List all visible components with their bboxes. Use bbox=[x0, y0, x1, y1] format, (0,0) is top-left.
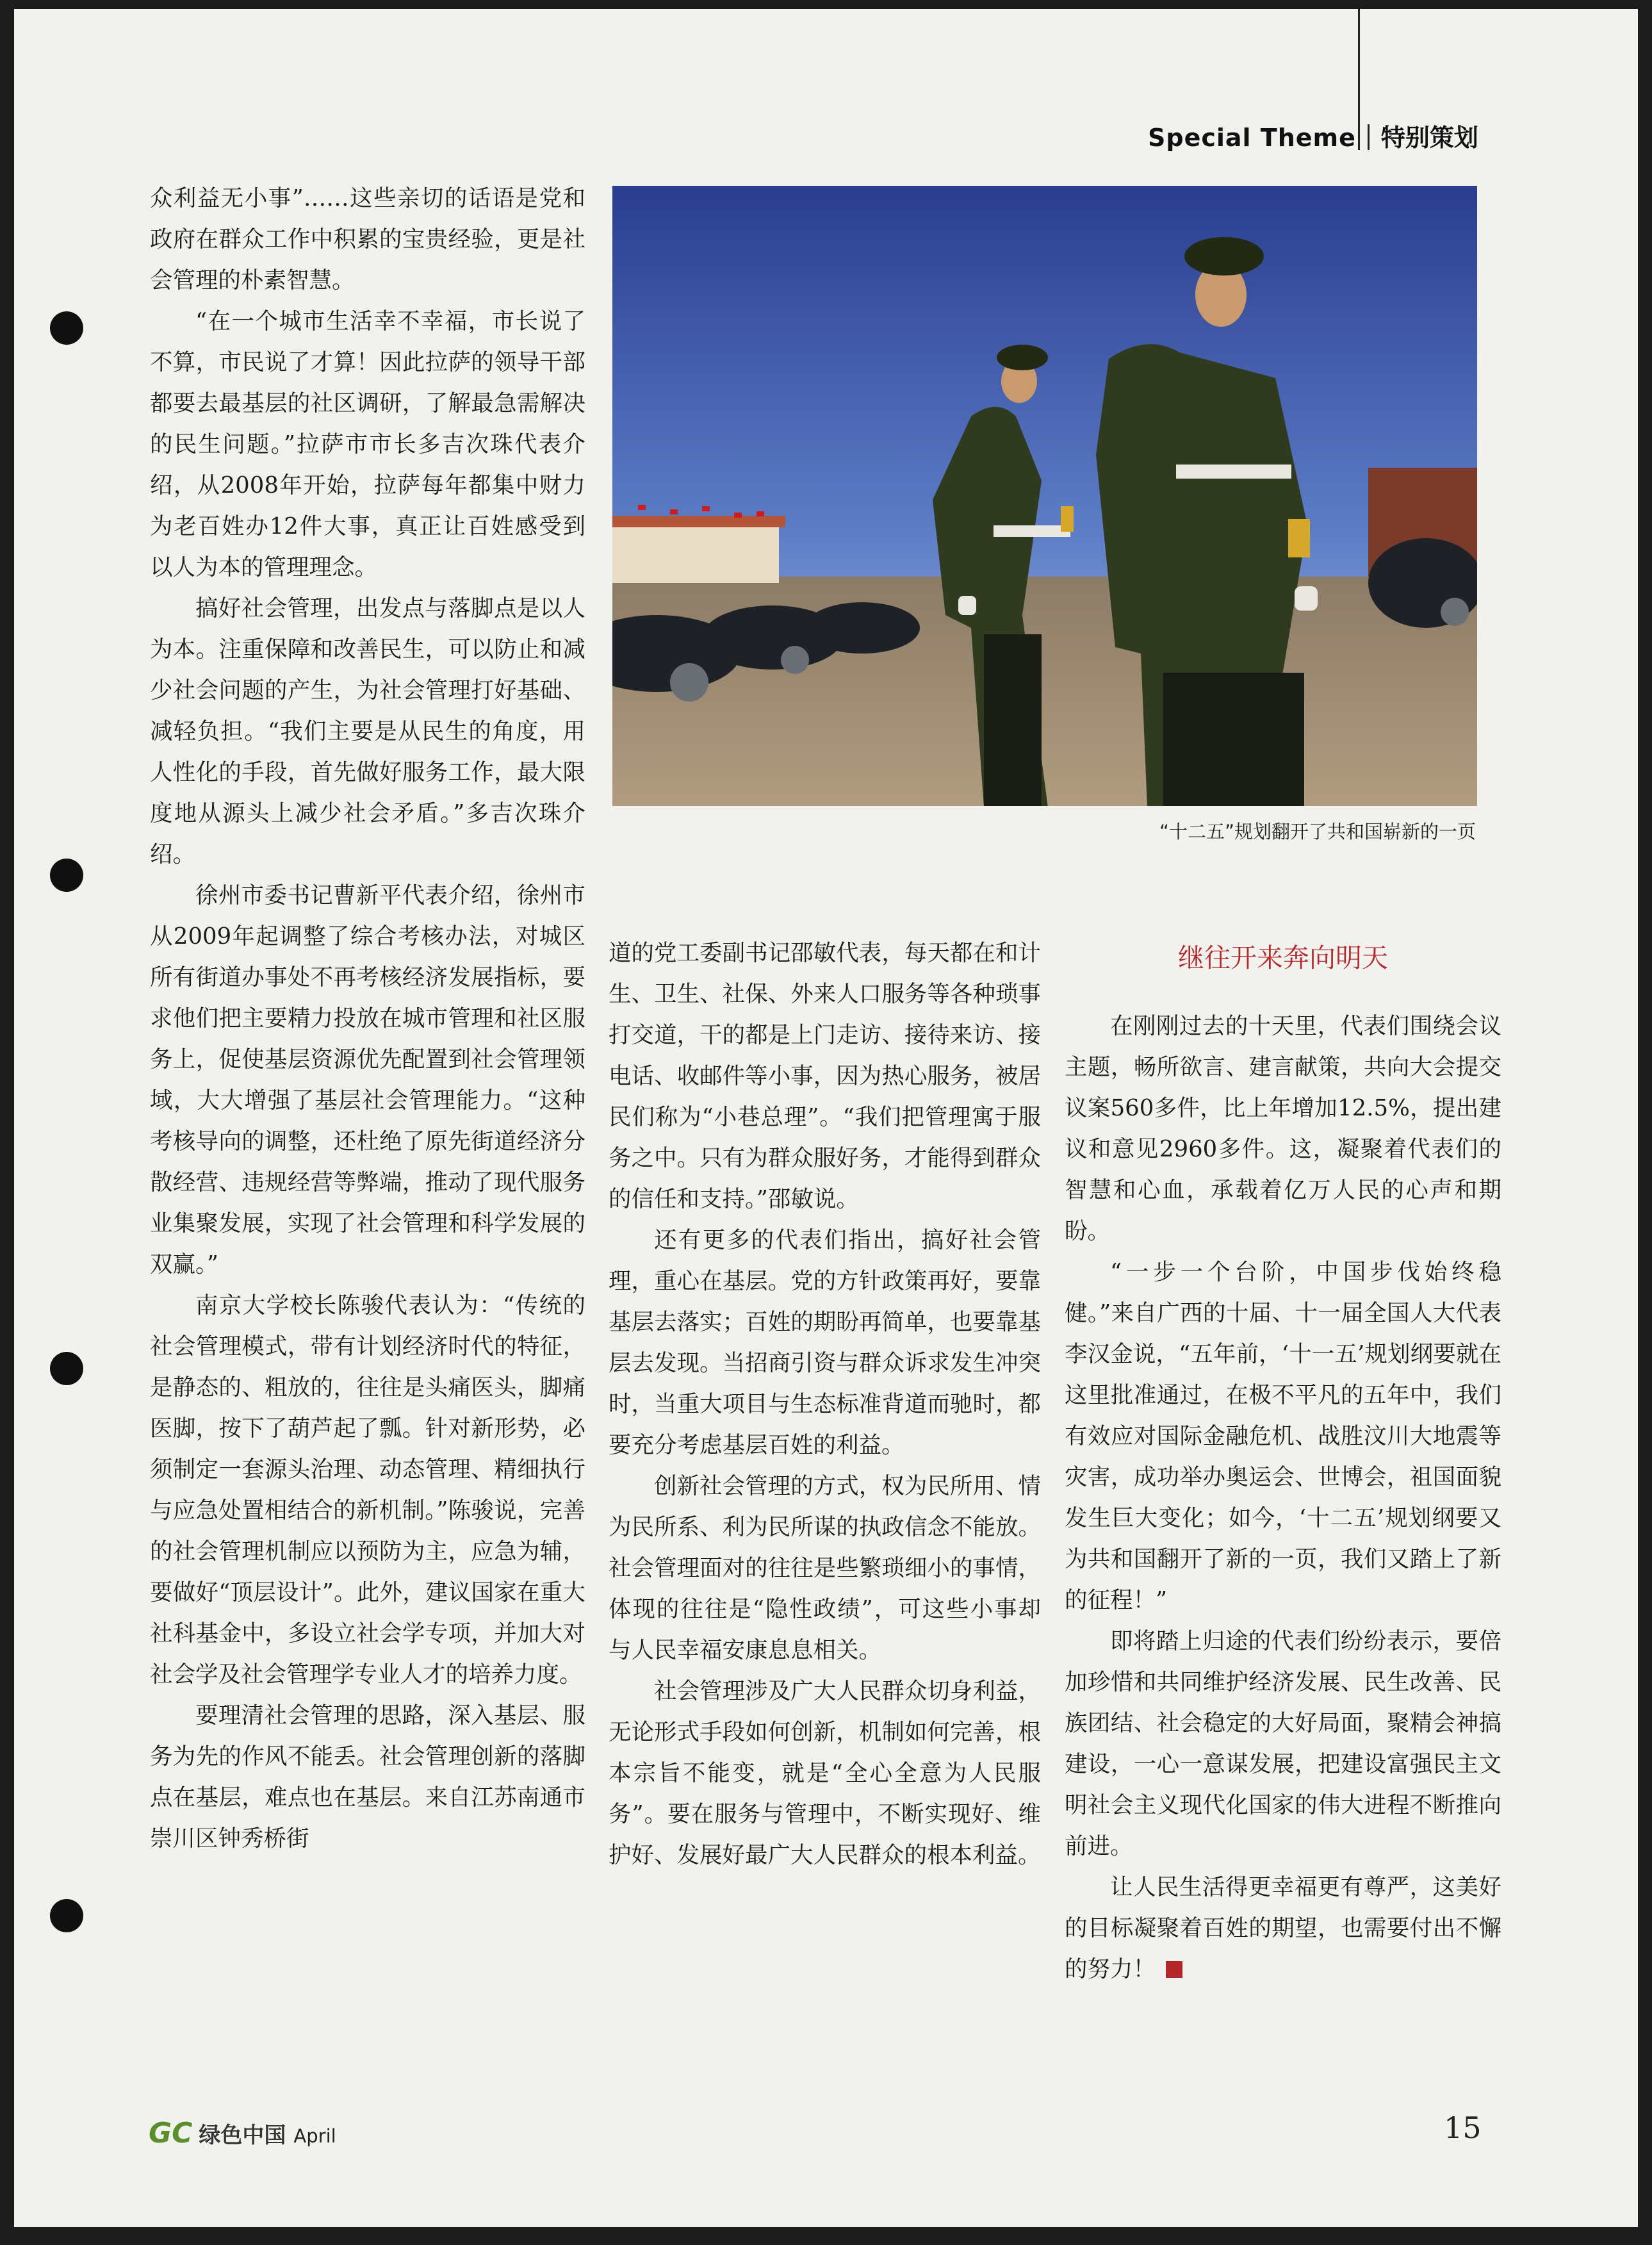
paragraph: 创新社会管理的方式，权为民所用、情为民所系、利为民所谋的执政信念不能放。社会管理面对的往往是些繁琐细小的事情，体现的往往是“隐性政绩”，可这些小事却与人民幸福安康息息相关。 bbox=[609, 1473, 1041, 1663]
binder-hole bbox=[50, 1352, 83, 1385]
binder-hole bbox=[50, 311, 83, 345]
binder-hole bbox=[50, 859, 83, 892]
paragraph: 即将踏上归途的代表们纷纷表示，要倍加珍惜和共同维护经济发展、民生改善、民族团结、社会稳定的大好局面，聚精会神搞建设，一心一意谋发展，把建设富强民主文明社会主义现代化国家的伟大进程不断推向前进。 bbox=[1065, 1628, 1501, 1859]
magazine-page bbox=[14, 9, 1638, 2227]
section-title: 继往开来奔向明天 bbox=[1178, 942, 1388, 973]
header-separator bbox=[1368, 124, 1370, 150]
section-header bbox=[1148, 118, 1478, 153]
paragraph: “一步一个台阶，中国步伐始终稳健。”来自广西的十届、十一届全国人大代表李汉金说，“五年前，‘十一五’规划纲要就在这里批准通过，在极不平凡的五年中，我们有效应对国际金融危机、战胜汶川大地震等灾害，成功举办奥运会、世博会，祖国面貌发生巨大变化；如今，‘十二五’规划纲要又为共和国翻开了新的一页，我们又踏上了新的征程！” bbox=[1065, 1259, 1501, 1613]
header-english: Special Theme bbox=[1148, 124, 1356, 152]
article-column-1 bbox=[150, 178, 585, 1859]
paragraph: 徐州市委书记曹新平代表介绍，徐州市从2009年起调整了综合考核办法，对城区所有街道办事处不再考核经济发展指标，要求他们把主要精力投放在城市管理和社区服务上，促使基层资源优先配置到社会管理领域，大大增强了基层社会管理能力。“这种考核导向的调整，还杜绝了原先街道经济分散经营、违规经营等弊端，推动了现代服务业集聚发展，实现了社会管理和科学发展的双赢。” bbox=[150, 882, 585, 1278]
paragraph: 道的党工委副书记邵敏代表，每天都在和计生、卫生、社保、外来人口服务等各种琐事打交道，干的都是上门走访、接待来访、接电话、收邮件等小事，因为热心服务，被居民们称为“小巷总理”。“我们把管理寓于服务之中。只有为群众服好务，才能得到群众的信任和支持。”邵敏说。 bbox=[609, 940, 1041, 1212]
article-column-2 bbox=[609, 933, 1041, 1876]
article-column-3 bbox=[1065, 1006, 1501, 1990]
header-chinese: 特别策划 bbox=[1380, 124, 1478, 152]
magazine-name: 绿色中国 bbox=[199, 2123, 286, 2148]
paragraph: 众利益无小事”……这些亲切的话语是党和政府在群众工作中积累的宝贵经验，更是社会管理的朴素智慧。 bbox=[150, 185, 585, 293]
paragraph: 南京大学校长陈骏代表认为：“传统的社会管理模式，带有计划经济时代的特征，是静态的、粗放的，往往是头痛医头，脚痛医脚，按下了葫芦起了瓢。针对新形势，必须制定一套源头治理、动态管理、精细执行与应急处置相结合的新机制。”陈骏说，完善的社会管理机制应以预防为主，应急为辅，要做好“顶层设计”。此外，建议国家在重大社科基金中，多设立社会学专项，并加大对社会学及社会管理学专业人才的培养力度。 bbox=[150, 1292, 585, 1688]
paragraph-final bbox=[1065, 1867, 1501, 1990]
final-text: 让人民生活得更幸福更有尊严，这美好的目标凝聚着百姓的期望，也需要付出不懈的努力！ bbox=[1065, 1874, 1501, 1982]
magazine-footer bbox=[149, 2117, 336, 2150]
page-number: 15 bbox=[1444, 2110, 1482, 2145]
photo-caption: “十二五”规划翻开了共和国崭新的一页 bbox=[1159, 821, 1476, 843]
honor-guard-photo bbox=[612, 186, 1477, 806]
paragraph: 搞好社会管理，出发点与落脚点是以人为本。注重保障和改善民生，可以防止和减少社会问题的产生，为社会管理打好基础、减轻负担。“我们主要是从民生的角度，用人性化的手段，首先做好服务工作，最大限度地从源头上减少社会矛盾。”多吉次珠介绍。 bbox=[150, 595, 585, 868]
paragraph: 在刚刚过去的十天里，代表们围绕会议主题，畅所欲言、建言献策，共向大会提交议案560多件，比上年增加12.5%，提出建议和意见2960多件。这，凝聚着代表们的智慧和心血，承载着亿万人民的心声和期盼。 bbox=[1065, 1013, 1501, 1244]
issue-month: April bbox=[293, 2125, 336, 2147]
paragraph: 要理清社会管理的思路，深入基层、服务为先的作风不能丢。社会管理创新的落脚点在基层，难点也在基层。来自江苏南通市崇川区钟秀桥街 bbox=[150, 1702, 585, 1852]
end-mark-icon bbox=[1166, 1961, 1182, 1978]
magazine-logo: GC bbox=[149, 2117, 193, 2150]
binder-hole bbox=[50, 1899, 83, 1932]
paragraph: 还有更多的代表们指出，搞好社会管理，重心在基层。党的方针政策再好，要靠基层去落实；百姓的期盼再简单，也要靠基层去发现。当招商引资与群众诉求发生冲突时，当重大项目与生态标准背道而驰时，都要充分考虑基层百姓的利益。 bbox=[609, 1227, 1041, 1458]
paragraph: “在一个城市生活幸不幸福，市长说了不算，市民说了才算！因此拉萨的领导干部都要去最基层的社区调研，了解最急需解决的民生问题。”拉萨市市长多吉次珠代表介绍，从2008年开始，拉萨每年都集中财力为老百姓办12件大事，真正让百姓感受到以人为本的管理理念。 bbox=[150, 308, 585, 580]
paragraph: 社会管理涉及广大人民群众切身利益，无论形式手段如何创新，机制如何完善，根本宗旨不能变，就是“全心全意为人民服务”。要在服务与管理中，不断实现好、维护好、发展好最广大人民群众的根本利益。 bbox=[609, 1678, 1041, 1868]
